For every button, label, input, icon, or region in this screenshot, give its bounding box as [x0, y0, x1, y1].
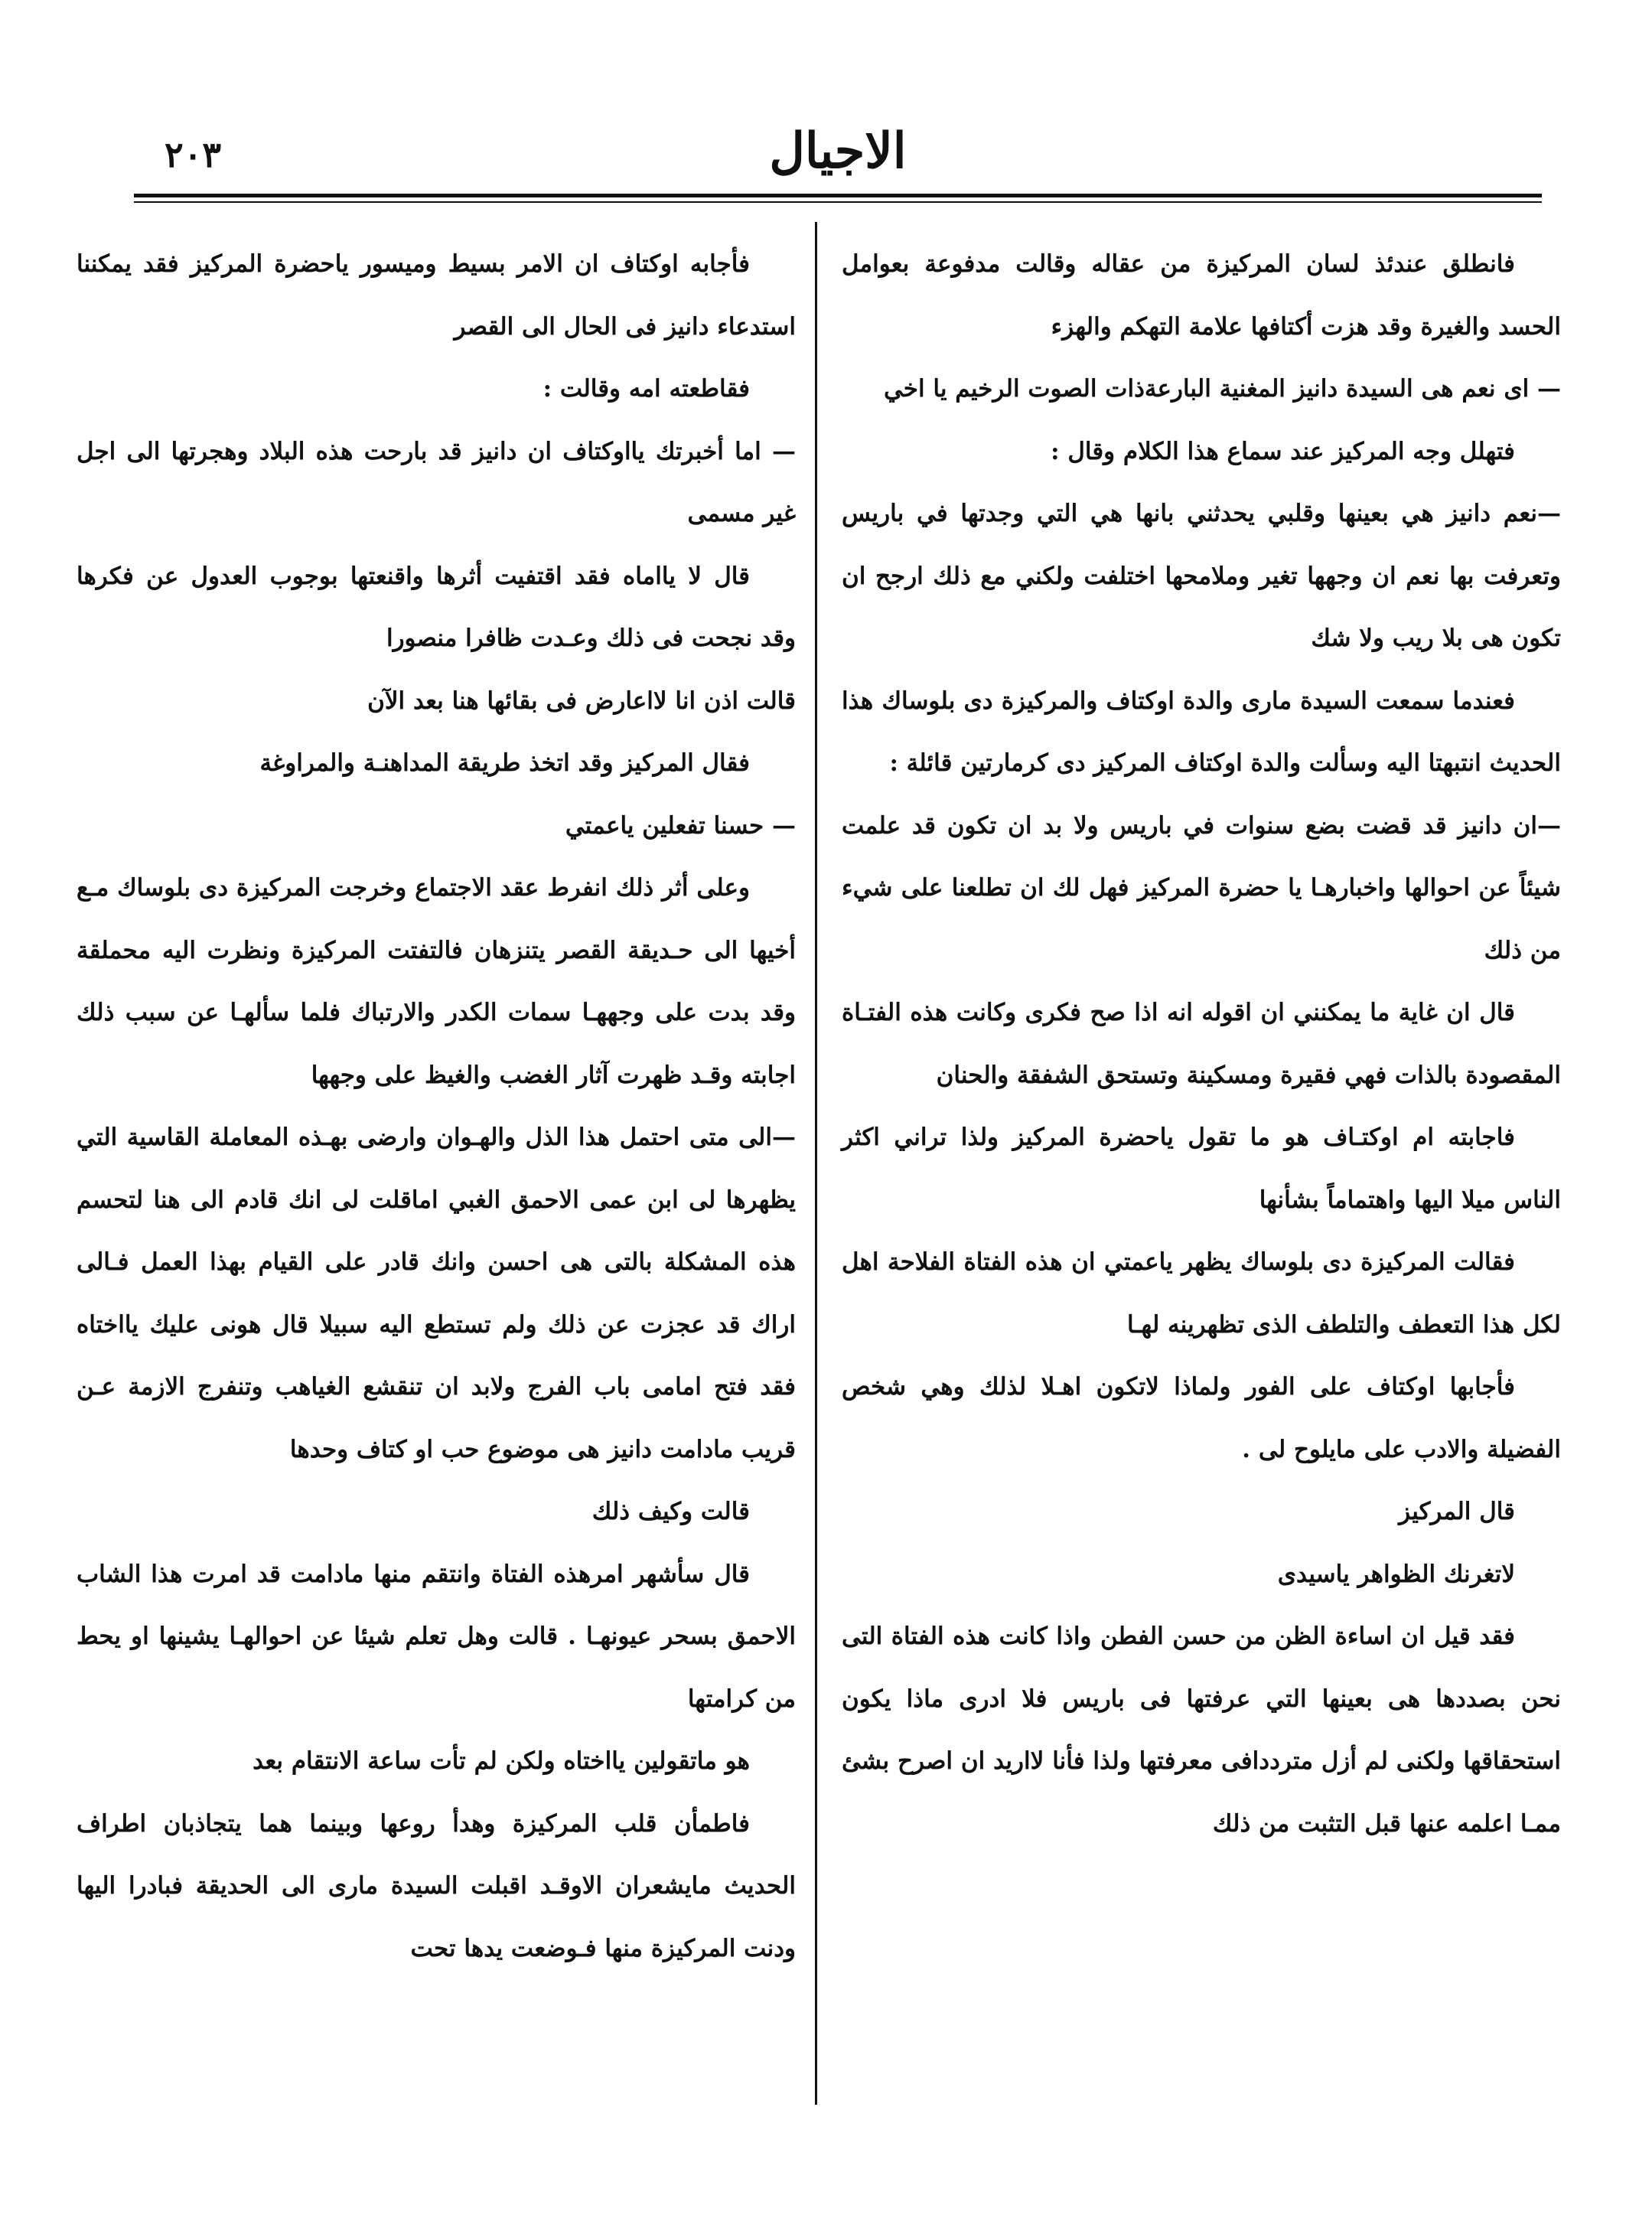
paragraph: فاطمأن قلب المركيزة وهدأ روعها وبينما هما يتجاذبان اطراف الحديث مايشعران الاوقـد اقبلت السيدة مارى الى الحديقة فبادرا اليها ودنت المركيزة منها فـوضعت يدها تحت — [77, 1809, 796, 1962]
paragraph: فأجابه اوكتاف ان الامر بسيط وميسور ياحضرة المركيز فقد يمكننا استدعاء دانيز فى الحال الى القصر — [77, 250, 796, 341]
paragraph: فقاطعته امه وقالت : — [543, 375, 750, 403]
paragraph: — اما أخبرتك يااوكتاف ان دانيز قد بارحت هذه البلاد وهجرتها الى اجل غير مسمى — [77, 437, 796, 527]
header-rule-thin — [134, 201, 1542, 203]
paragraph: فاجابته ام اوكتـاف هو ما تقول ياحضرة المركيز ولذا تراني اكثر الناس ميلا اليها واهتماماً بشأنها — [842, 1124, 1561, 1214]
paragraph: قال المركيز — [1399, 1498, 1515, 1525]
journal-title: الاجيال — [769, 122, 907, 180]
paragraph: فقالت المركيزة دى بلوساك يظهر ياعمتي ان هذه الفتاة الفلاحة اهل لكل هذا التعطف والتلطف الذى تظهرينه لهـا — [842, 1248, 1561, 1339]
paragraph: — اى نعم هى السيدة دانيز المغنية البارعةذات الصوت الرخيم يا اخي — [883, 375, 1561, 403]
right-column — [842, 233, 1561, 2109]
header-rule — [134, 194, 1542, 197]
left-column — [77, 233, 796, 2109]
paragraph: —الى متى احتمل هذا الذل والهـوان وارضى بهـذه المعاملة القاسية التي يظهرها لى ابن عمى الاحمق الغبي اماقلت لى انك قادم الى هنا لتحسم هذه المشكلة بالتى هى احسن وانك قادر على القيام بهذا العمل فـالى اراك قد عجزت عن ذلك ولم تستطع اليه سبيلا قال هونى عليك يااختاه فقد فتح امامى باب الفرج ولابد ان تنقشع الغياهب وتنفرج الازمة عـن قريب مادامت دانيز هى موضوع حب او كتاف وحدها — [77, 1124, 796, 1463]
paragraph: — حسنا تفعلين ياعمتي — [565, 811, 796, 840]
paragraph: قال سأشهر امرهذه الفتاة وانتقم منها مادامت قد امرت هذا الشاب الاحمق بسحر عيونهـا . قالت وهل تعلم شيئا عن احوالهـا يشينها او يحط من كرامتها — [77, 1560, 796, 1713]
paragraph: فقد قيل ان اساءة الظن من حسن الفطن واذا كانت هذه الفتاة التى نحن بصددها هى بعينها التي عرفتها فى باريس فلا ادرى ماذا يكون استحقاقها ولكنى لم أزل مترددافى معرفتها ولذا فأنا لااريد ان اصرح بشئ ممـا اعلمه عنها قبل التثبت من ذلك — [842, 1623, 1561, 1838]
paragraph: فقال المركيز وقد اتخذ طريقة المداهنـة والمراوغة — [259, 749, 750, 777]
paragraph: فانطلق عندئذ لسان المركيزة من عقاله وقالت مدفوعة بعوامل الحسد والغيرة وقد هزت أكتافها علامة التهكم والهزء — [842, 250, 1561, 341]
paragraph: قالت اذن انا لااعارض فى بقائها هنا بعد الآن — [367, 687, 796, 715]
column-divider — [815, 222, 817, 2105]
paragraph: —نعم دانيز هي بعينها وقلبي يحدثني بانها هي التي وجدتها في باريس وتعرفت بها نعم ان وجهها تغير وملامحها اختلفت ولكني مع ذلك ارجح ان تكون هى بلا ريب ولا شك — [842, 500, 1561, 652]
paragraph: فتهلل وجه المركيز عند سماع هذا الكلام وقال : — [1051, 437, 1515, 465]
paragraph: قال ان غاية ما يمكنني ان اقوله انه اذا صح فكرى وكانت هذه الفتـاة المقصودة بالذات فهي فقيرة ومسكينة وتستحق الشفقة والحنان — [842, 999, 1561, 1089]
paragraph: هو ماتقولين يااختاه ولكن لم تأت ساعة الانتقام بعد — [253, 1747, 750, 1775]
paragraph: فعندما سمعت السيدة مارى والدة اوكتاف والمركيزة دى بلوساك هذا الحديث انتبهتا اليه وسألت والدة اوكتاف المركيز دى كرمارتين قائلة : — [842, 687, 1561, 777]
paragraph: فأجابها اوكتاف على الفور ولماذا لاتكون اهـلا لذلك وهي شخص الفضيلة والادب على مايلوح لى . — [842, 1373, 1561, 1463]
paragraph: —ان دانيز قد قضت بضع سنوات في باريس ولا بد ان تكون قد علمت شيئاً عن احوالها واخبارهـا يا حضرة المركيز فهل لك ان تطلعنا على شيء من ذلك — [842, 811, 1561, 964]
paragraph: قال لا يااماه فقد اقتفيت أثرها واقنعتها بوجوب العدول عن فكرها وقد نجحت فى ذلك وعـدت ظافرا منصورا — [77, 562, 796, 652]
paragraph: قالت وكيف ذلك — [591, 1498, 750, 1525]
paragraph: وعلى أثر ذلك انفرط عقد الاجتماع وخرجت المركيزة دى بلوساك مـع أخيها الى حـديقة القصر يتنزهان فالتفتت المركيزة ونظرت اليه محملقة وقد بدت على وجههـا سمات الكدر والارتباك فلما سألهـا عن سبب ذلك اجابته وقـد ظهرت آثار الغضب والغيظ على وجهها — [77, 874, 796, 1089]
page-header — [134, 122, 1542, 184]
paragraph: لاتغرنك الظواهر ياسيدى — [1277, 1560, 1515, 1588]
page-number: ٢٠٣ — [165, 134, 222, 175]
